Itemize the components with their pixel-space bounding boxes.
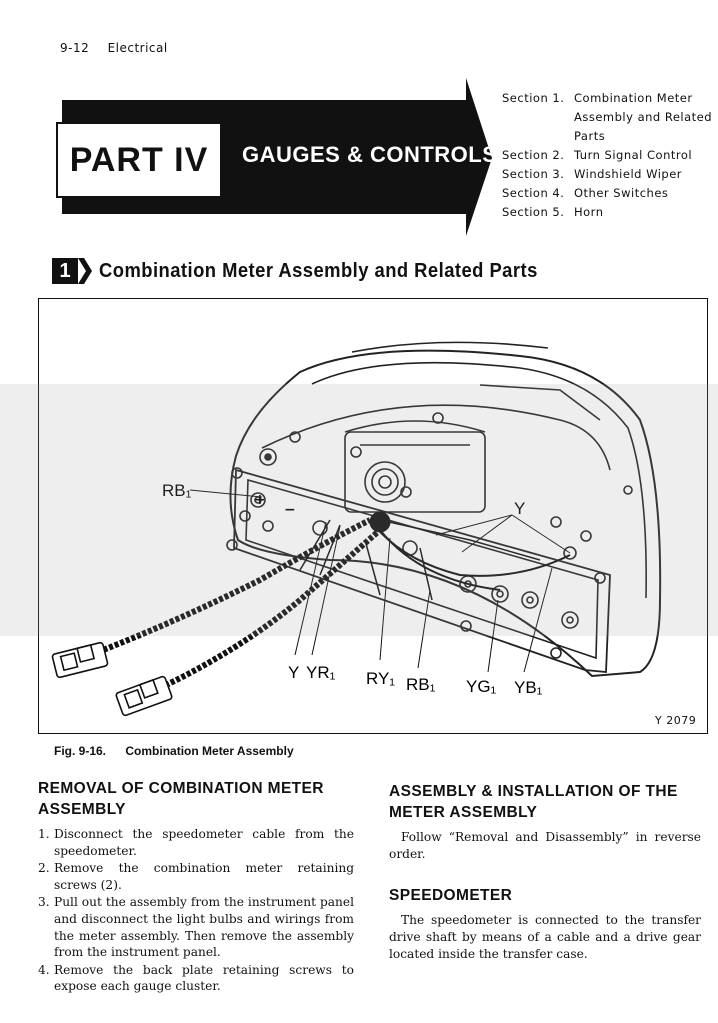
section-label: Section 1.	[502, 91, 565, 105]
section-label: Section 3.	[502, 167, 565, 181]
step-text: Disconnect the speedometer cable from the speedometer.	[54, 827, 354, 858]
wire-label-y: Y	[514, 499, 526, 518]
part-title: GAUGES & CONTROLS	[242, 142, 498, 167]
figure-number: Fig. 9-16.	[54, 744, 107, 758]
assembly-text: Follow “Removal and Disassembly” in reverse order.	[389, 830, 701, 861]
speedometer-heading: SPEEDOMETER	[389, 887, 513, 904]
chapter-title: Electrical	[107, 41, 168, 55]
list-item	[38, 860, 354, 893]
section-title: Windshield Wiper	[574, 167, 683, 181]
step-text: Remove the combination meter retaining screws (2).	[54, 861, 354, 892]
removal-steps	[38, 826, 354, 995]
step-number: 1.	[38, 827, 50, 841]
step-number: 4.	[38, 962, 50, 977]
section-title: Combination Meter Assembly and Related Parts	[574, 91, 713, 143]
section-title: Turn Signal Control	[574, 148, 693, 162]
figure-code: Y 2079	[655, 714, 697, 727]
section-title: Other Switches	[574, 186, 669, 200]
wire-label-yr1: YR₁	[306, 663, 336, 682]
page-number: 9-12	[60, 41, 90, 55]
assembly-heading: ASSEMBLY & INSTALLATION OF THE METER ASSEMBLY	[389, 783, 678, 821]
list-item	[38, 826, 354, 859]
section-number-badge: 1	[52, 258, 78, 284]
step-text: Pull out the assembly from the instrument panel and disconnect the light bulbs and wirings from the meter assembly. Then remove the assembly from the instrument panel.	[54, 895, 354, 960]
watermark-band	[0, 384, 718, 636]
section-heading: Combination Meter Assembly and Related Parts	[99, 260, 538, 282]
step-text: Remove the back plate retaining screws to expose each gauge cluster.	[54, 962, 354, 994]
wire-label-rb1: RB₁	[162, 481, 192, 500]
removal-heading: REMOVAL OF COMBINATION METER ASSEMBLY	[38, 780, 324, 818]
list-item	[38, 894, 354, 960]
wire-label-yg1: YG₁	[466, 677, 497, 696]
step-number: 3.	[38, 895, 50, 910]
speedometer-text: The speedometer is connected to the transfer drive shaft by means of a cable and a drive gear located inside the transfer case.	[389, 913, 701, 961]
wire-label-yb1: YB₁	[514, 678, 543, 697]
figure-title: Combination Meter Assembly	[125, 744, 294, 758]
terminal-plus: +	[254, 492, 266, 508]
step-number: 2.	[38, 861, 50, 876]
section-label: Section 5.	[502, 205, 565, 219]
section-label: Section 2.	[502, 148, 565, 162]
removal-section	[38, 778, 354, 996]
wire-label-y: Y	[288, 663, 300, 682]
figure-caption	[54, 744, 294, 758]
part-label: PART IV	[56, 122, 222, 198]
section-title: Horn	[574, 205, 604, 219]
wire-label-rb1: RB₁	[406, 675, 436, 694]
section-label: Section 4.	[502, 186, 565, 200]
terminal-minus: −	[284, 502, 296, 518]
list-item	[38, 962, 354, 995]
assembly-section	[389, 781, 701, 963]
wire-label-ry1: RY₁	[366, 669, 396, 688]
